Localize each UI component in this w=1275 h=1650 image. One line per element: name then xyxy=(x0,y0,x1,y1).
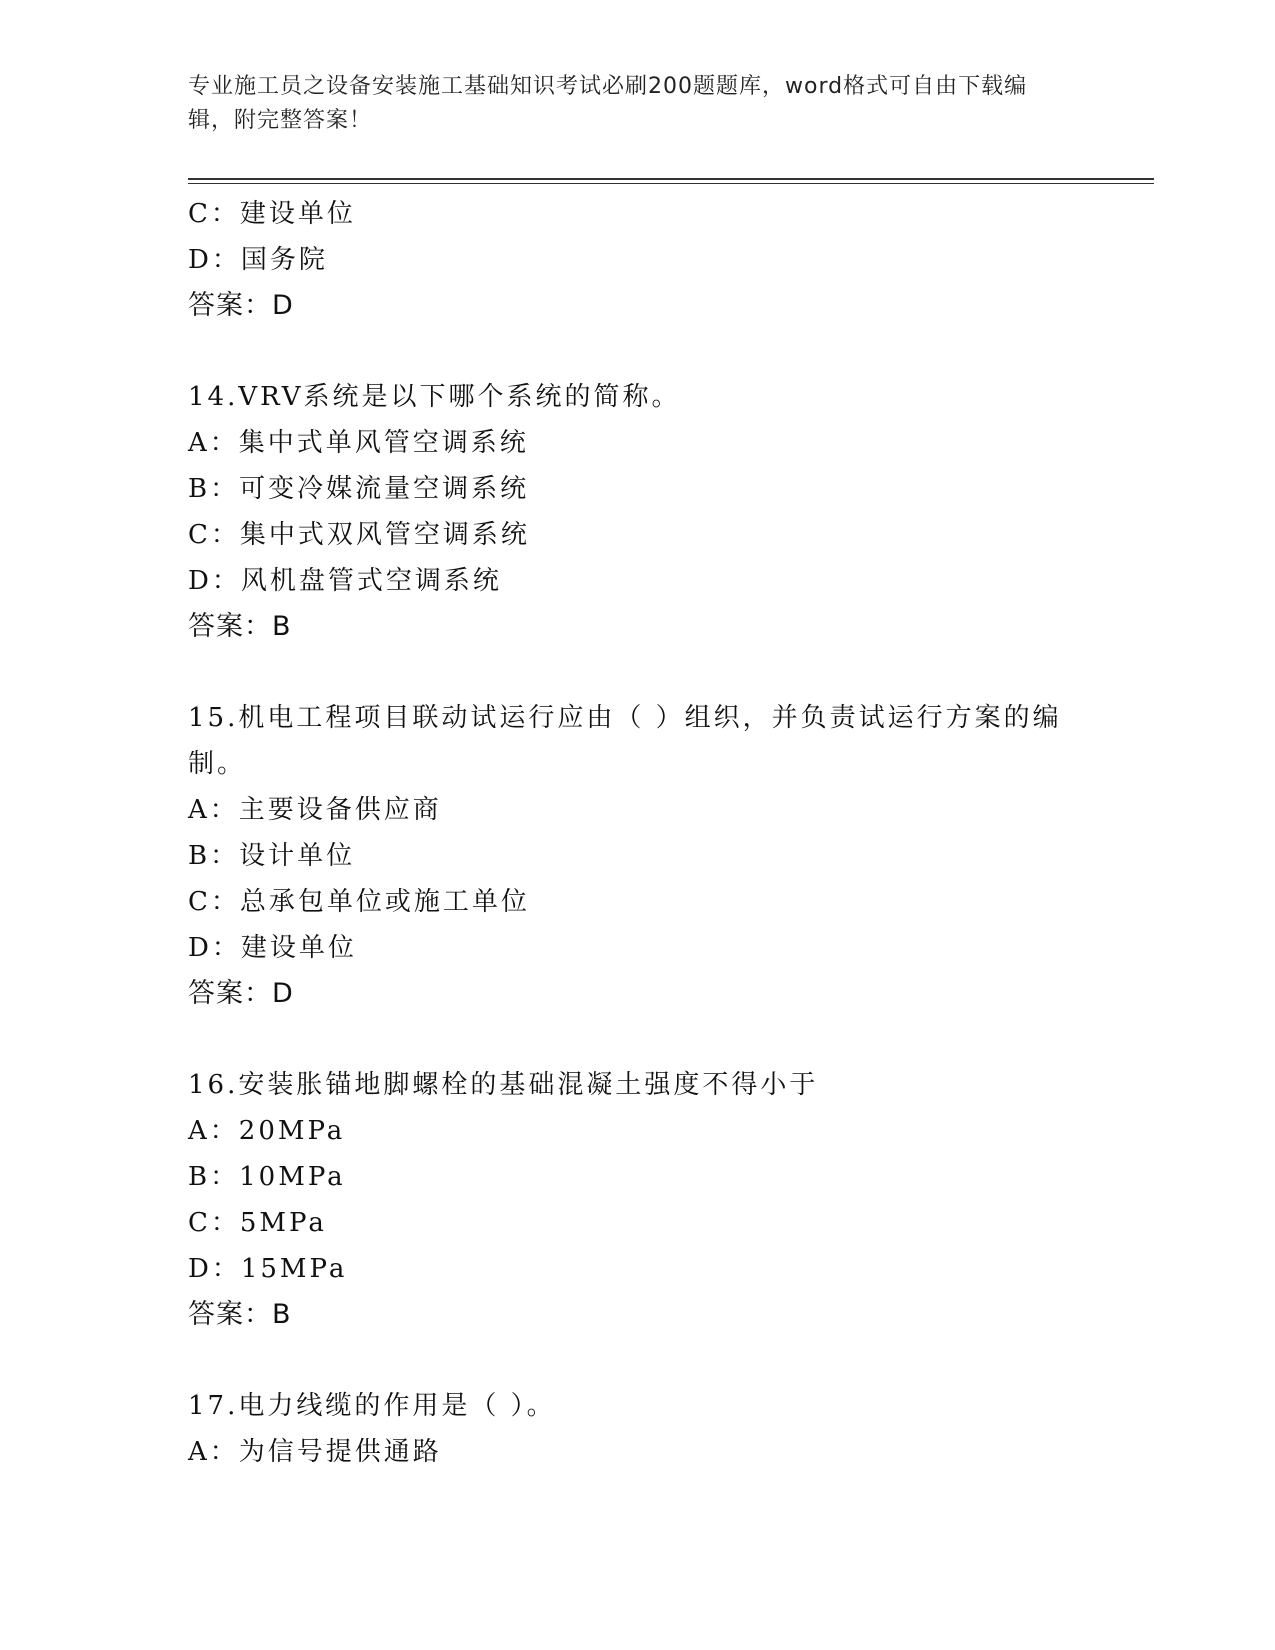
option-a: A：主要设备供应商 xyxy=(188,795,442,825)
option-d: D：风机盘管式空调系统 xyxy=(188,566,502,596)
option-b: B：10MPa xyxy=(188,1162,346,1192)
option-c: C：集中式双风管空调系统 xyxy=(188,520,530,550)
option-c: C：建设单位 xyxy=(188,199,356,229)
option-a: A：为信号提供通路 xyxy=(188,1437,442,1467)
question-title: 17.电力线缆的作用是（ ）。 xyxy=(188,1391,556,1421)
option-c: C：总承包单位或施工单位 xyxy=(188,887,530,917)
answer: 答案：D xyxy=(188,978,294,1009)
option-a: A：集中式单风管空调系统 xyxy=(188,428,529,458)
header-rule-thin xyxy=(188,183,1154,184)
question-13-tail xyxy=(188,191,1088,329)
question-14 xyxy=(188,374,1088,650)
question-15 xyxy=(188,695,1088,1017)
question-title: 14.VRV系统是以下哪个系统的简称。 xyxy=(188,382,681,412)
option-c: C：5MPa xyxy=(188,1208,327,1238)
question-17 xyxy=(188,1383,1088,1475)
document-header: 专业施工员之设备安装施工基础知识考试必刷200题题库，word格式可自由下载编辑，附完整答案！ xyxy=(188,74,1028,133)
question-title: 16.安装胀锚地脚螺栓的基础混凝土强度不得小于 xyxy=(188,1070,819,1100)
option-a: A：20MPa xyxy=(188,1116,346,1146)
question-list xyxy=(188,191,1088,1475)
option-d: D：国务院 xyxy=(188,245,328,275)
answer: 答案：B xyxy=(188,1299,292,1330)
option-d: D：建设单位 xyxy=(188,933,357,963)
answer: 答案：D xyxy=(188,290,294,321)
option-b: B：设计单位 xyxy=(188,841,356,871)
answer: 答案：B xyxy=(188,611,292,642)
option-d: D：15MPa xyxy=(188,1254,348,1284)
question-title: 15.机电工程项目联动试运行应由（ ）组织，并负责试运行方案的编制。 xyxy=(188,703,1062,779)
header-rule-thick xyxy=(188,178,1154,180)
question-16 xyxy=(188,1062,1088,1338)
option-b: B：可变冷媒流量空调系统 xyxy=(188,474,530,504)
